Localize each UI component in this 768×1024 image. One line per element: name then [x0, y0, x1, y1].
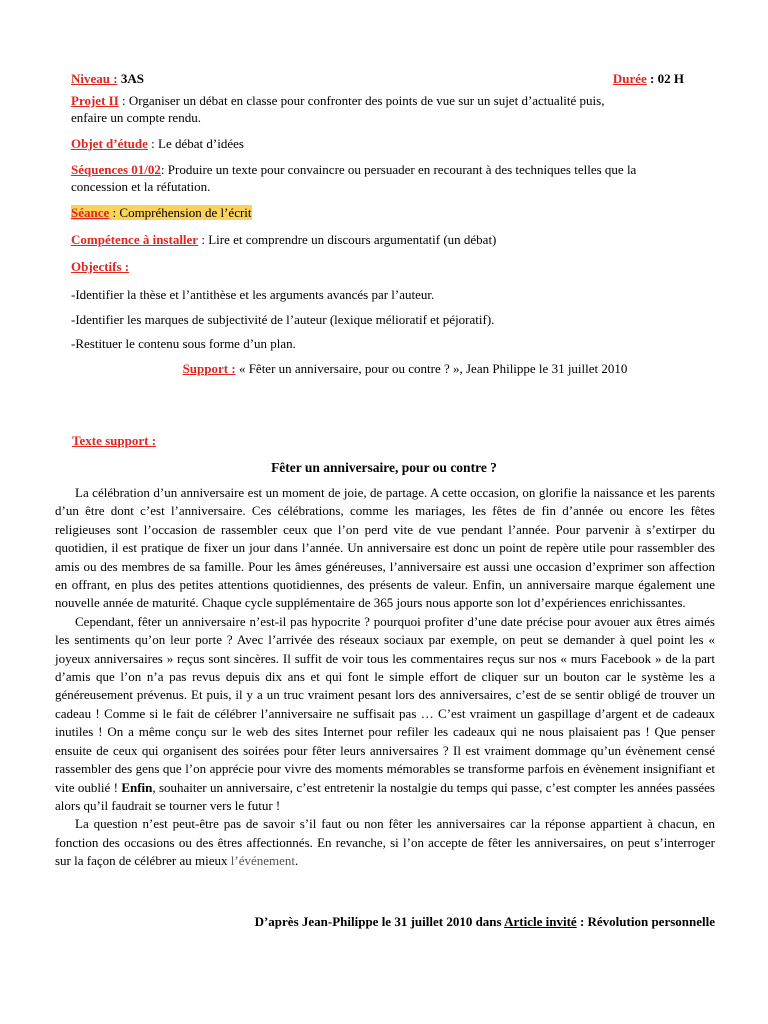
niveau-line	[71, 70, 144, 87]
niveau-label: Niveau :	[71, 71, 118, 86]
objectif-item: -Identifier la thèse et l’antithèse et les arguments avancés par l’auteur.	[71, 287, 435, 302]
sequences-line-1	[71, 161, 636, 178]
article-body	[55, 484, 715, 871]
sequences-text-1: : Produire un texte pour convaincre ou persuader en recourant à des techniques telles que la	[160, 162, 637, 177]
support-label: Support :	[182, 361, 236, 376]
projet-line-2	[71, 109, 201, 126]
seance-line	[71, 204, 252, 221]
sequences-text-2: concession et la réfutation.	[71, 179, 211, 194]
texte-support-label: Texte support :	[72, 433, 157, 448]
source-prefix: D’après Jean-Philippe le 31 juillet 2010 dans	[254, 914, 505, 929]
objectif-item: -Identifier les marques de subjectivité de l’auteur (lexique mélioratif et péjoratif).	[71, 312, 495, 327]
paragraph-1: La célébration d’un anniversaire est un moment de joie, de partage. A cette occasion, on glorifie la naissance et les parents d’un être dont c’est l’anniversaire. Ces célébrations, comme les mariages, les fêtes de fin d’année ou encore les fêtes religieuses sont l’occasion de rassembler ceux que l’on perd vite de vue pendant l’année. Pour parvenir à s’extirper du quotidien, il est pratique de fixer un jour dans l’année. Un anniversaire est donc un point de repère utile pour rassembler des amis ou des membres de sa famille. Pour les âmes généreuses, l’anniversaire est aussi une occasion d’exprimer son affection en offrant, en plus des petites attentions quotidiennes, des présents de valeur. Enfin, un anniversaire marque également une nouvelle année de maturité. Chaque cycle supplémentaire de 365 jours nous apporte son lot d’expériences enrichissantes.	[55, 485, 715, 611]
objectifs-heading	[71, 258, 129, 275]
competence-label: Compétence à installer	[71, 232, 199, 247]
projet-text-1: : Organiser un débat en classe pour confronter des points de vue sur un sujet d’actualité puis,	[118, 93, 605, 108]
competence-line	[71, 231, 496, 248]
source-suffix: : Révolution personnelle	[576, 914, 715, 929]
support-line	[0, 360, 768, 377]
paragraph-3-gray: l’événement	[230, 853, 296, 869]
source-attribution	[255, 913, 715, 930]
duree-line	[613, 70, 684, 87]
competence-text: : Lire et comprendre un discours argumentatif (un débat)	[198, 232, 497, 247]
projet-text-2: enfaire un compte rendu.	[71, 110, 201, 125]
paragraph-2-bold: Enfin	[121, 779, 153, 795]
source-link[interactable]: Article invité	[504, 914, 577, 929]
paragraph-2	[55, 613, 715, 815]
sequences-label: Séquences 01/02	[71, 162, 161, 177]
paragraph-2-part-a: Cependant, fêter un anniversaire n’est-il pas hypocrite ? pourquoi profiter d’une date précise pour avouer aux êtres aimés les sentiments qu’on leur porte ? Avec l’arrivée des réseaux sociaux par exemple, on peut se demander à quel point les « joyeux anniversaires » reçus sont sincères. Il suffit de voir tous les commentaires reçus sur nos « murs Facebook » de la part d’amis que l’on n’a pas revus depuis dix ans et qui font le simple effort de cliquer sur un bouton car le système les a généreusement prévenus. Et puis, il y a un truc vraiment pesant lors des anniversaires, c’est de se sentir obligé de trouver un cadeau ! Comme si le fait de célébrer l’anniversaire ne suffisait pas … C’est vraiment un gaspillage d’argent et de cadeaux inutiles ! On a même conçu sur le web des sites Internet pour refiler les cadeaux qui ne nous plaisaient pas ! Que penser ensuite de ceux qui organisent des soirées pour fêter leurs anniversaires ? Il est vraiment dommage qu’un évènement censé rassembler des gens que l’on apprécie pour vivre des moments mémorables se transforme parfois en évènement insignifiant et vite oublié !	[55, 613, 715, 795]
objectifs-label: Objectifs :	[71, 259, 130, 274]
projet-line-1	[71, 92, 604, 109]
texte-support-heading	[72, 432, 156, 449]
duree-value: : 02 H	[646, 71, 684, 86]
paragraph-2-part-b: , souhaiter un anniversaire, c’est entretenir la nostalgie du temps qui passe, c’est compter les années passées alors qu’il faudrait se tourner vers le futur !	[55, 779, 715, 813]
support-text: « Fêter un anniversaire, pour ou contre ? », Jean Philippe le 31 juillet 2010	[235, 361, 628, 376]
objectif-item: -Restituer le contenu sous forme d’un plan.	[71, 336, 296, 351]
sequences-line-2	[71, 178, 210, 195]
duree-label: Durée	[612, 71, 647, 86]
seance-label: Séance	[71, 205, 110, 220]
niveau-value: 3AS	[117, 71, 144, 86]
article-title: Fêter un anniversaire, pour ou contre ?	[271, 460, 497, 475]
paragraph-3-part-a: La question n’est peut-être pas de savoir s’il faut ou non fêter les anniversaires car la réponse appartient à chacun, en fonction des occasions ou des êtres affectionnés. En revanche, si l’on accepte de fêter les anniversaires, on peut s’interroger sur la façon de célébrer au mieux	[55, 816, 715, 869]
paragraph-3-end: .	[295, 853, 299, 869]
projet-label: Projet II	[71, 93, 119, 108]
objet-line	[71, 135, 244, 152]
objet-label: Objet d’étude	[71, 136, 148, 151]
seance-text: : Compréhension de l’écrit	[109, 205, 252, 220]
objet-text: : Le débat d’idées	[147, 136, 244, 151]
paragraph-3	[55, 815, 715, 870]
